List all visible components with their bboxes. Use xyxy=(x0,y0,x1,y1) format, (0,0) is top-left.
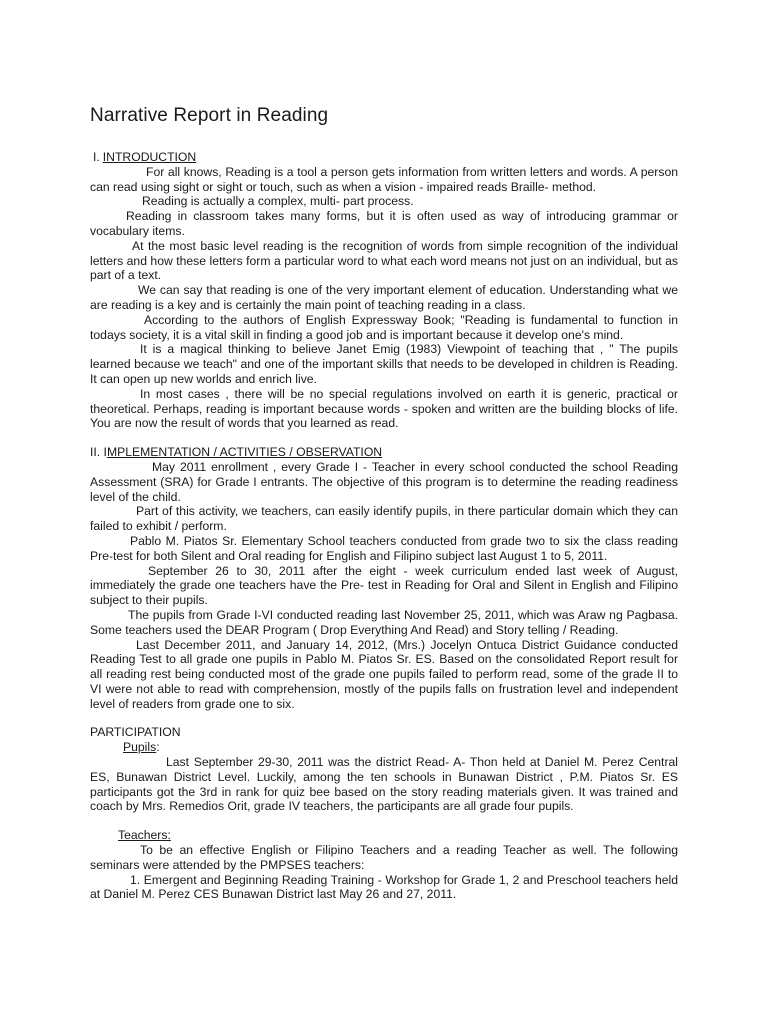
implementation-paragraph: September 26 to 30, 2011 after the eight - week curriculum ended last week of August, immediately the grade one teachers have the Pre- test in Reading for Oral and Silent in English and Filipino subject to their pupils. xyxy=(90,563,678,608)
document-title: Narrative Report in Reading xyxy=(90,105,329,126)
intro-paragraph: For all knows, Reading is a tool a person gets information from written letters and words. A person can read using sight or sight or touch, such as when a vision - impaired reads Braille- method. xyxy=(90,164,678,194)
section-heading-participation: PARTICIPATION xyxy=(90,725,181,740)
intro-paragraph: According to the authors of English Expressway Book; "Reading is fundamental to function in todays society, it is a vital skill in finding a good job and is important because it develop one's mind. xyxy=(90,312,678,342)
section-heading-introduction xyxy=(90,150,678,165)
pupils-colon: : xyxy=(156,740,160,755)
intro-paragraph: It is a magical thinking to believe Janet Emig (1983) Viewpoint of teaching that , " The pupils learned because we teach" and one of the important skills that needs to be developed in children is Reading. It can open up new worlds and enrich live. xyxy=(90,342,678,386)
spacer xyxy=(90,814,678,828)
section-heading-implementation xyxy=(90,445,678,460)
section-number: II. I xyxy=(90,445,107,460)
teachers-heading xyxy=(90,828,678,843)
pupils-paragraph: Last September 29-30, 2011 was the district Read- A- Thon held at Daniel M. Perez Central ES, Bunawan District Level. Luckily, among the ten schools in Bunawan District , P.M. Piatos Sr. ES participants got the 3rd in rank for quiz bee based on the story reading materials given. It was trained and coach by Mrs. Remedios Orit, grade IV teachers, the participants are all grade four pupils. xyxy=(90,755,678,814)
implementation-paragraph: Last December 2011, and January 14, 2012, (Mrs.) Jocelyn Ontuca District Guidance conducted Reading Test to all grade one pupils in Pablo M. Piatos Sr. ES. Based on the consolidated Report result for all reading rest being conducted most of the grade one pupils failed to perform read, some of the grade II to VI were not able to read with comprehension, mostly of the pupils falls on frustration level and independent level of readers from grade one to six. xyxy=(90,637,678,711)
intro-paragraph: We can say that reading is one of the very important element of education. Understanding what we are reading is a key and is certainly the main point of teaching reading in a class. xyxy=(90,283,678,312)
spacer xyxy=(90,431,678,445)
teachers-paragraph: To be an effective English or Filipino Teachers and a reading Teacher as well. The following seminars were attended by the PMPSES teachers: xyxy=(90,843,678,872)
section-heading-text: MPLEMENTATION / ACTIVITIES / OBSERVATION xyxy=(106,445,383,460)
implementation-paragraph: Part of this activity, we teachers, can easily identify pupils, in there particular domain which they can failed to exhibit / perform. xyxy=(90,504,678,534)
implementation-paragraph: May 2011 enrollment , every Grade I - Teacher in every school conducted the school Reading Assessment (SRA) for Grade I entrants. The objective of this program is to determine the reading readiness level of the child. xyxy=(90,459,678,504)
teachers-label: Teachers: xyxy=(118,828,171,843)
pupils-heading xyxy=(90,740,678,755)
section-number: I. xyxy=(93,150,100,164)
pupils-label: Pupils xyxy=(123,740,157,755)
section-heading-text: INTRODUCTION xyxy=(102,150,197,164)
seminar-item: 1. Emergent and Beginning Reading Training - Workshop for Grade 1, 2 and Preschool teachers held at Daniel M. Perez CES Bunawan District last May 26 and 27, 2011. xyxy=(90,872,678,902)
implementation-paragraph: Pablo M. Piatos Sr. Elementary School teachers conducted from grade two to six the class reading Pre-test for both Silent and Oral reading for English and Filipino subject last August 1 to 5, 2011. xyxy=(90,533,678,563)
document-body xyxy=(90,104,678,902)
intro-paragraph: In most cases , there will be no special regulations involved on earth it is generic, practical or theoretical. Perhaps, reading is important because words - spoken and written are the building blocks of life. You are now the result of words that you learned as read. xyxy=(90,386,678,431)
intro-paragraph: Reading is actually a complex, multi- part process. xyxy=(142,194,414,209)
implementation-paragraph: The pupils from Grade I-VI conducted reading last November 25, 2011, which was Araw ng Pagbasa. Some teachers used the DEAR Program ( Drop Everything And Read) and Story telling / Reading. xyxy=(90,607,678,637)
intro-paragraph: Reading in classroom takes many forms, but it is often used as way of introducing grammar or vocabulary items. xyxy=(90,209,678,238)
intro-paragraph: At the most basic level reading is the recognition of words from simple recognition of the individual letters and how these letters form a particular word to what each word means not just on an individual, but as part of a text. xyxy=(90,238,678,283)
spacer xyxy=(90,711,678,725)
